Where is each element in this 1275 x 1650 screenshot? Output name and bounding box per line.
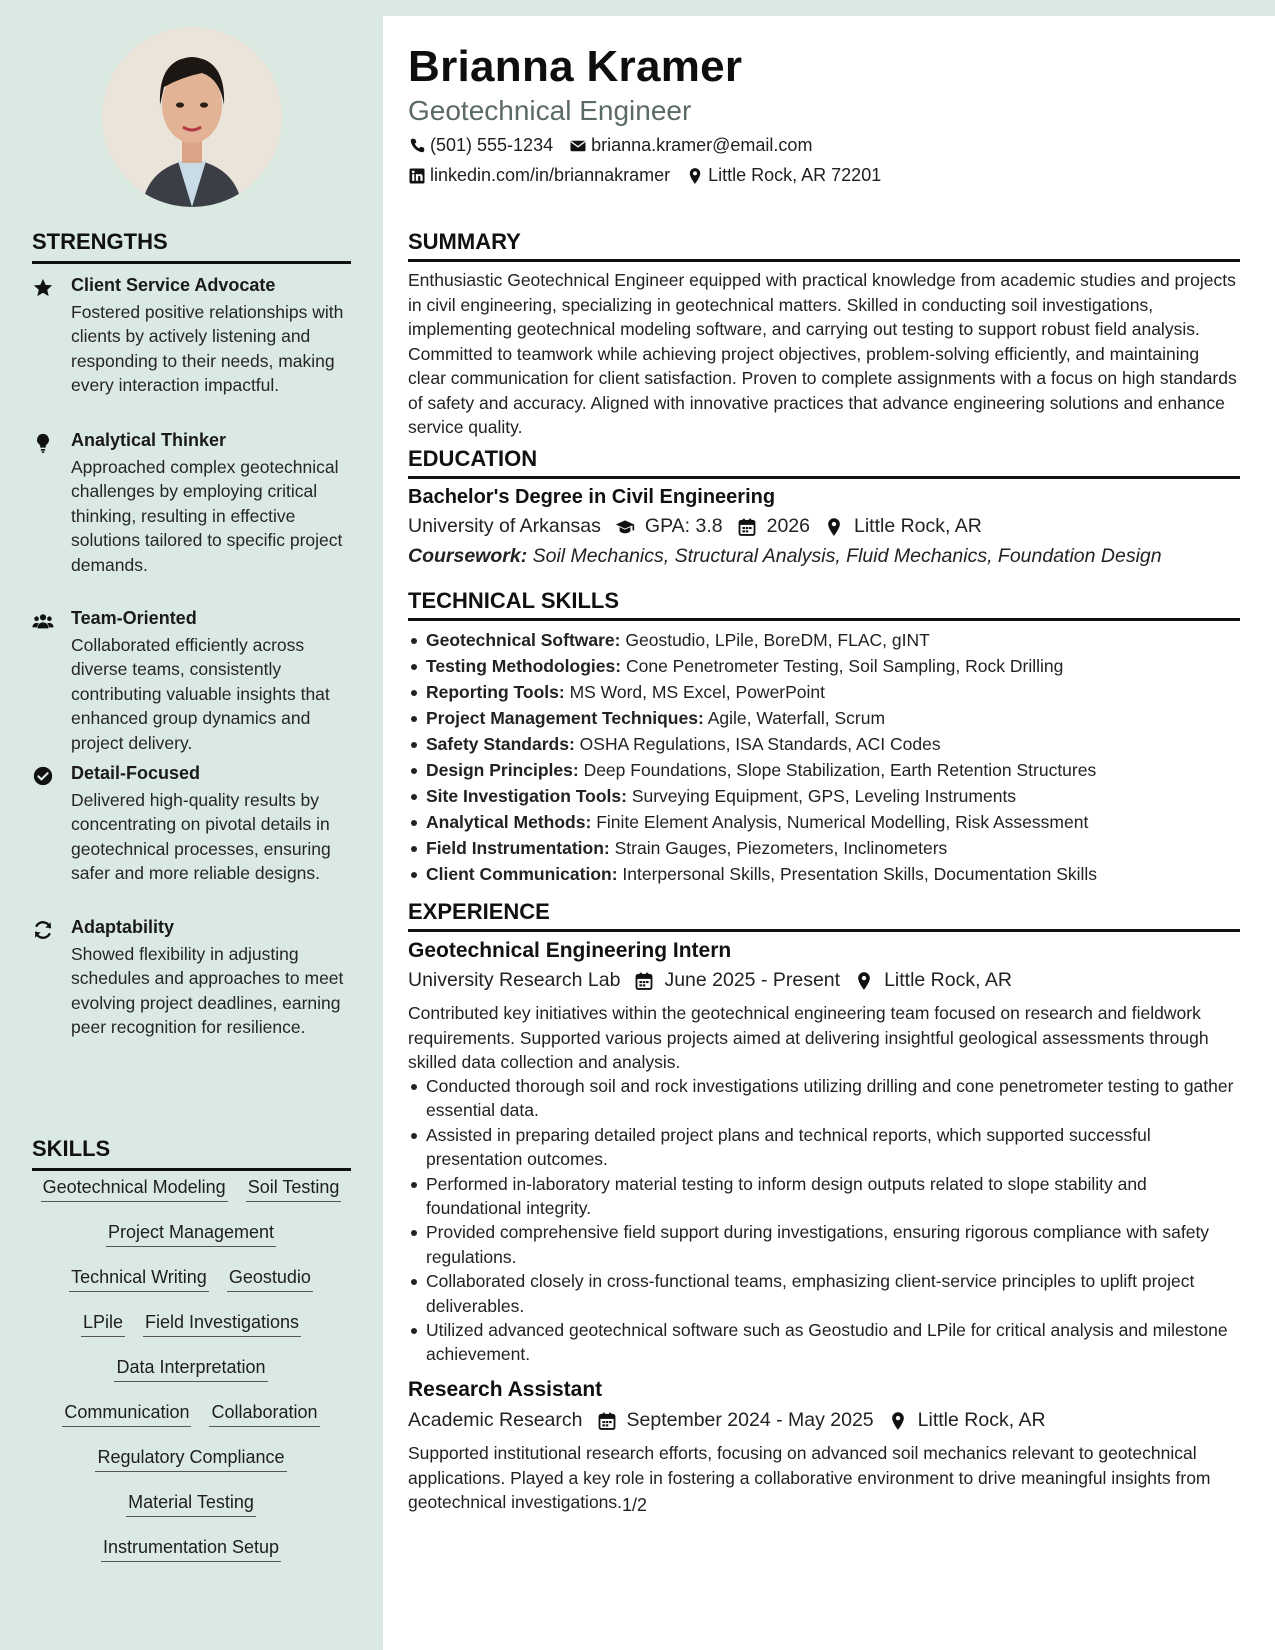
- job-title: Geotechnical Engineer: [408, 95, 692, 126]
- page-number: 1/2: [622, 1495, 648, 1515]
- skill-tag: Field Investigations: [143, 1311, 301, 1337]
- skill-row: [26, 1176, 356, 1221]
- calendar-icon: [583, 1411, 627, 1431]
- job-location-item: [840, 969, 1012, 992]
- list-item: Collaborated closely in cross-functional teams, emphasizing client-service principles to uplift project deliverables.: [408, 1269, 1240, 1318]
- skill-category: Field Instrumentation:: [426, 838, 610, 858]
- strength-description: Collaborated efficiently across diverse teams, consistently contributing valuable insights that enhanced group dynamics and project delivery.: [71, 635, 330, 753]
- skill-values: MS Word, MS Excel, PowerPoint: [569, 682, 826, 702]
- skill-values: Surveying Equipment, GPS, Leveling Instruments: [631, 786, 1017, 806]
- job-position-title: Geotechnical Engineering Intern: [408, 939, 732, 962]
- phone-icon: [408, 137, 426, 155]
- skill-row: [26, 1311, 356, 1356]
- skill-tag: Technical Writing: [69, 1266, 209, 1292]
- skill-tag: Regulatory Compliance: [95, 1446, 286, 1472]
- skills-list: [26, 1176, 356, 1581]
- calendar-icon: [723, 517, 767, 537]
- strengths-heading: STRENGTHS: [32, 229, 351, 264]
- strength-title: Analytical Thinker: [71, 430, 227, 450]
- map-pin-icon: [874, 1411, 918, 1431]
- list-item: [408, 706, 1240, 730]
- job-summary: Supported institutional research efforts, focusing on advanced soil mechanics relevant to geotechnical applications. Played a key role in fostering a collaborative environment to drive meaningful insights from geotechnical investigations.: [408, 1443, 1211, 1512]
- contact-phone: [408, 135, 553, 156]
- technical-skills-heading: TECHNICAL SKILLS: [408, 588, 1240, 621]
- job-summary: Contributed key initiatives within the geotechnical engineering team focused on research and fieldwork requirements. Supported various projects aimed at delivering insightful geological assessments through skilled data collection and analysis.: [408, 1003, 1209, 1072]
- skill-tag: Geostudio: [227, 1266, 313, 1292]
- refresh-icon: [32, 919, 56, 941]
- linkedin-icon: [408, 167, 426, 185]
- strength-description: Showed flexibility in adjusting schedules and approaches to meet evolving project deadlines, earning peer recognition for resilience.: [71, 944, 344, 1038]
- list-item: Utilized advanced geotechnical software such as Geostudio and LPile for critical analysis and milestone achievement.: [408, 1318, 1240, 1367]
- candidate-name: Brianna Kramer: [408, 42, 743, 91]
- skill-values: Agile, Waterfall, Scrum: [707, 708, 886, 728]
- skill-category: Safety Standards:: [426, 734, 575, 754]
- skill-category: Site Investigation Tools:: [426, 786, 627, 806]
- list-item: [408, 784, 1240, 808]
- skills-heading: SKILLS: [32, 1136, 351, 1171]
- skill-tag: Communication: [62, 1401, 191, 1427]
- education-meta: [408, 515, 982, 538]
- strength-description: Fostered positive relationships with clients by actively listening and responding to their needs, making every interaction impactful.: [71, 302, 344, 396]
- job-organization: University Research Lab: [408, 969, 621, 991]
- degree-title: Bachelor's Degree in Civil Engineering: [408, 486, 776, 508]
- map-pin-icon: [686, 167, 704, 185]
- skill-category: Analytical Methods:: [426, 812, 592, 832]
- strength-title: Detail-Focused: [71, 763, 201, 783]
- phone-text: (501) 555-1234: [430, 135, 554, 155]
- education-location: Little Rock, AR: [853, 515, 982, 537]
- year-item: [723, 515, 810, 538]
- skill-tag: Geotechnical Modeling: [41, 1176, 228, 1202]
- star-icon: [32, 277, 56, 299]
- main-content: [383, 16, 1275, 1650]
- contact-row: [408, 135, 812, 156]
- skill-values: Cone Penetrometer Testing, Soil Sampling, Rock Drilling: [625, 656, 1064, 676]
- coursework: [408, 545, 1162, 568]
- skill-tag: Data Interpretation: [114, 1356, 267, 1382]
- coursework-label: Coursework:: [408, 545, 528, 567]
- job-location-item: [874, 1409, 1046, 1432]
- technical-skills-list: [408, 628, 1240, 888]
- list-item: [408, 836, 1240, 860]
- location-text: Little Rock, AR 72201: [708, 165, 882, 185]
- skill-row: [26, 1221, 356, 1266]
- experience-heading: EXPERIENCE: [408, 899, 1240, 932]
- strength-title: Client Service Advocate: [71, 275, 276, 295]
- graduation-cap-icon: [601, 517, 645, 537]
- check-circle-icon: [32, 765, 56, 787]
- strength-description: Approached complex geotechnical challenges by employing critical thinking, resulting in effective solutions tailored to specific project demands.: [71, 457, 343, 575]
- list-item: [408, 680, 1240, 704]
- summary-heading: SUMMARY: [408, 229, 1240, 262]
- job-position-title: Research Assistant: [408, 1378, 603, 1401]
- skill-tag: Instrumentation Setup: [101, 1536, 281, 1562]
- strength-title: Team-Oriented: [71, 608, 197, 628]
- job-location: Little Rock, AR: [884, 969, 1012, 991]
- skill-row: [26, 1401, 356, 1446]
- summary-text: Enthusiastic Geotechnical Engineer equipped with practical knowledge from academic studies and projects in civil engineering, specializing in geotechnical matters. Skilled in conducting soil investigations, implementing geotechnical modeling software, and carrying out testing to support robust field analysis. Committed to teamwork while achieving project objectives, problem-solving efficiently, and maintaining clear communication for client satisfaction. Proven to complete assignments with a focus on high standards of safety and accuracy. Aligned with innovative practices that advance engineering solutions and enhance service quality.: [408, 270, 1237, 437]
- skill-tag: Project Management: [106, 1221, 276, 1247]
- skill-category: Design Principles:: [426, 760, 579, 780]
- skill-tag: LPile: [81, 1311, 125, 1337]
- education-location-item: [810, 515, 982, 538]
- contact-row: [408, 165, 881, 186]
- coursework-list: Soil Mechanics, Structural Analysis, Fluid Mechanics, Foundation Design: [532, 545, 1162, 567]
- graduation-year: 2026: [766, 515, 810, 537]
- school-name: University of Arkansas: [408, 515, 601, 537]
- skill-category: Geotechnical Software:: [426, 630, 621, 650]
- sidebar: [0, 0, 383, 1650]
- contact-linkedin[interactable]: [408, 165, 670, 186]
- skill-category: Reporting Tools:: [426, 682, 565, 702]
- job-dates: June 2025 - Present: [664, 969, 841, 991]
- skill-values: Interpersonal Skills, Presentation Skills, Documentation Skills: [622, 864, 1098, 884]
- job-location: Little Rock, AR: [917, 1409, 1046, 1431]
- contact-location: [686, 165, 881, 186]
- job-organization: Academic Research: [408, 1409, 583, 1431]
- skill-tag: Soil Testing: [246, 1176, 342, 1202]
- skill-values: Finite Element Analysis, Numerical Modelling, Risk Assessment: [596, 812, 1089, 832]
- users-icon: [32, 610, 56, 632]
- job-meta: [408, 969, 1012, 992]
- list-item: [408, 628, 1240, 652]
- skill-tag: Collaboration: [209, 1401, 319, 1427]
- list-item: Conducted thorough soil and rock investigations utilizing drilling and cone penetrometer testing to gather essential data.: [408, 1074, 1240, 1123]
- list-item: [408, 654, 1240, 678]
- list-item: [408, 862, 1240, 886]
- contact-email[interactable]: [569, 135, 812, 156]
- calendar-icon: [620, 971, 664, 991]
- list-item: Performed in-laboratory material testing to inform design outputs related to slope stability and foundational integrity.: [408, 1172, 1240, 1221]
- list-item: [408, 732, 1240, 756]
- email-text[interactable]: brianna.kramer@email.com: [591, 135, 813, 155]
- skill-row: [26, 1356, 356, 1401]
- job-bullets: [408, 1074, 1240, 1367]
- skill-values: Strain Gauges, Piezometers, Inclinometers: [614, 838, 948, 858]
- strength-description: Delivered high-quality results by concentrating on pivotal details in geotechnical processes, ensuring safer and more reliable designs.: [71, 790, 331, 884]
- gpa-text: GPA: 3.8: [644, 515, 723, 537]
- job-dates: September 2024 - May 2025: [626, 1409, 874, 1431]
- lightbulb-icon: [32, 432, 56, 454]
- job-dates-item: [583, 1409, 874, 1432]
- gpa-item: [601, 515, 723, 538]
- skill-row: [26, 1266, 356, 1311]
- skill-values: Deep Foundations, Slope Stabilization, Earth Retention Structures: [583, 760, 1097, 780]
- skill-row: [26, 1536, 356, 1581]
- skill-category: Testing Methodologies:: [426, 656, 622, 676]
- skill-values: OSHA Regulations, ISA Standards, ACI Codes: [579, 734, 941, 754]
- list-item: [408, 810, 1240, 834]
- skill-row: [26, 1491, 356, 1536]
- strength-title: Adaptability: [71, 917, 175, 937]
- skill-tag: Material Testing: [126, 1491, 256, 1517]
- linkedin-text[interactable]: linkedin.com/in/briannakramer: [430, 165, 671, 185]
- skill-category: Client Communication:: [426, 864, 618, 884]
- envelope-icon: [569, 137, 587, 155]
- list-item: [408, 758, 1240, 782]
- list-item: Provided comprehensive field support during investigations, ensuring rigorous compliance with safety regulations.: [408, 1220, 1240, 1269]
- skill-values: Geostudio, LPile, BoreDM, FLAC, gINT: [625, 630, 930, 650]
- map-pin-icon: [810, 517, 854, 537]
- job-meta: [408, 1409, 1046, 1432]
- skill-category: Project Management Techniques:: [426, 708, 704, 728]
- map-pin-icon: [840, 971, 884, 991]
- job-dates-item: [620, 969, 840, 992]
- list-item: Assisted in preparing detailed project plans and technical reports, which supported successful presentation outcomes.: [408, 1123, 1240, 1172]
- skill-row: [26, 1446, 356, 1491]
- education-heading: EDUCATION: [408, 446, 1240, 479]
- profile-photo: [102, 27, 282, 207]
